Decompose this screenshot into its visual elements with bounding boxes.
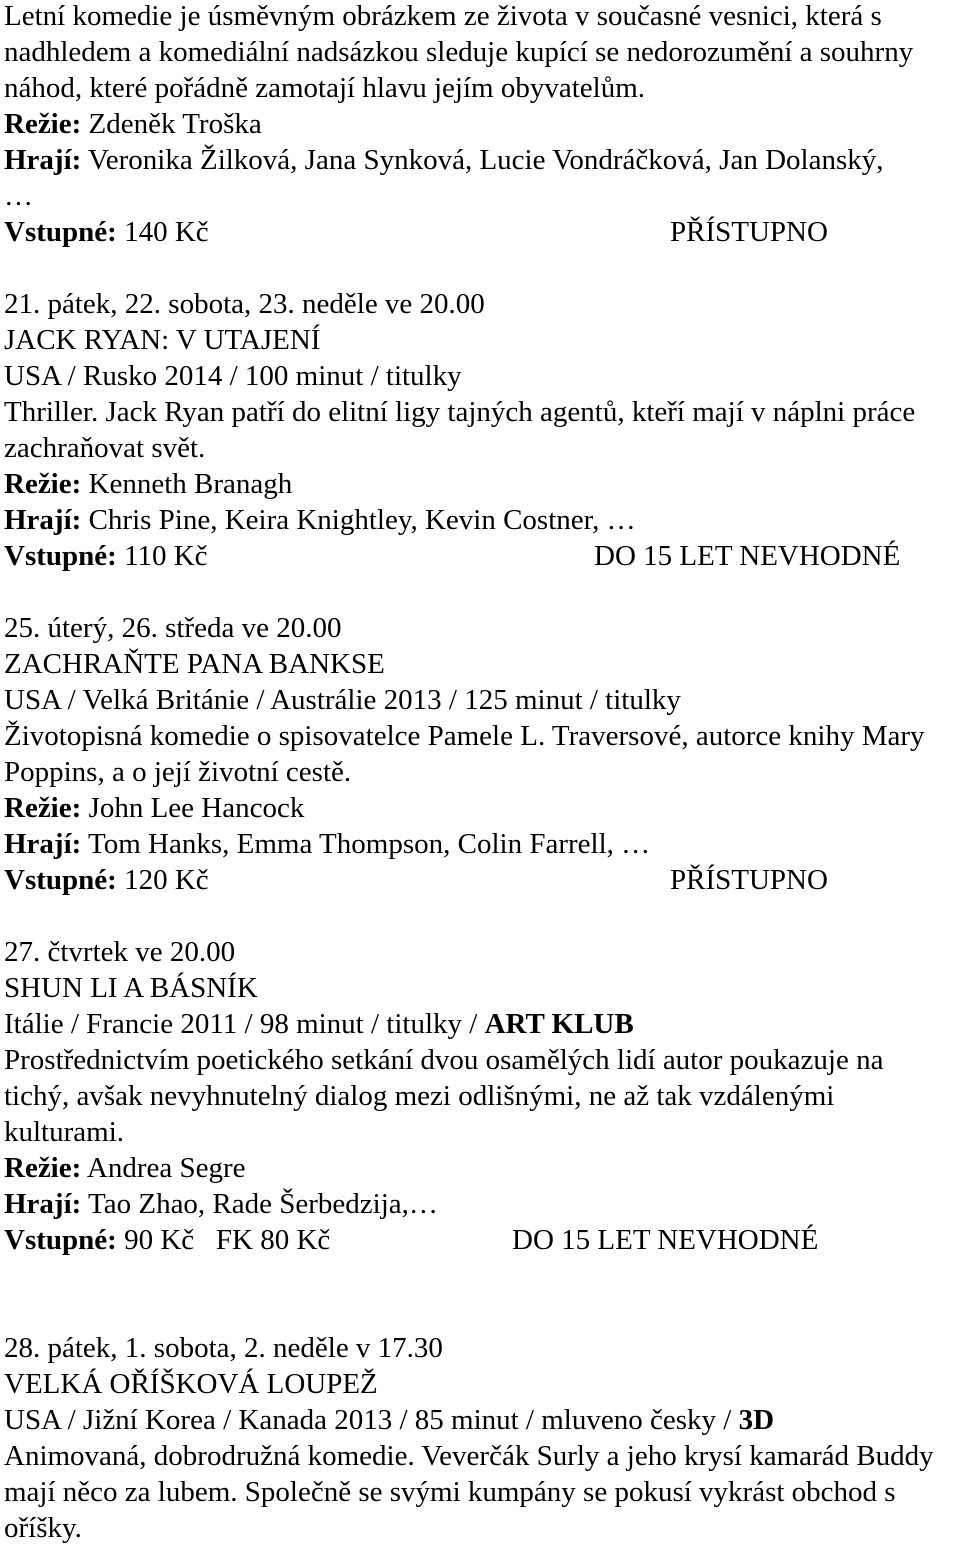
program-document [4, 0, 954, 1546]
film-director [4, 1150, 954, 1186]
film-title: VELKÁ OŘÍŠKOVÁ LOUPEŽ [4, 1368, 378, 1400]
director-name: Andrea Segre [81, 1152, 246, 1184]
film-description: Prostřednictvím poetického setkání dvou osamělých lidí autor poukazuje na tichý, avšak nevyhnutelný dialog mezi odlišnými, ne až tak vzdálenými kulturami. [4, 1044, 884, 1148]
rating: DO 15 LET NEVHODNÉ [512, 1224, 819, 1256]
film-director [4, 466, 954, 502]
film-info-badge: 3D [738, 1404, 775, 1436]
film-description: Animovaná, dobrodružná komedie. Veverčák Surly a jeho krysí kamarád Buddy mají něco za lubem. Společně se svými kumpány se pokusí vykrást obchod s oříšky. [4, 1440, 934, 1544]
film-info: USA / Rusko 2014 / 100 minut / titulky [4, 360, 462, 392]
film-info [4, 1006, 954, 1042]
film-info-text: Itálie / Francie 2011 / 98 minut / titulky / [4, 1008, 485, 1040]
film-description: Thriller. Jack Ryan patří do elitní ligy tajných agentů, kteří mají v náplni práce zachraňovat svět. [4, 396, 916, 464]
film-director [4, 790, 954, 826]
film-title: ZACHRAŇTE PANA BANKSE [4, 648, 385, 680]
cast-label: Hrají: [4, 504, 82, 536]
intro-cast-more: … [4, 180, 33, 212]
rating: PŘÍSTUPNO [670, 216, 828, 248]
price-value: 110 Kč [116, 540, 208, 572]
cast-names: Chris Pine, Keira Knightley, Kevin Costner, … [81, 504, 636, 536]
director-name: Zdeněk Troška [81, 108, 262, 140]
film-info: USA / Velká Británie / Austrálie 2013 / 125 minut / titulky [4, 684, 681, 716]
director-name: John Lee Hancock [81, 792, 305, 824]
film-cast [4, 502, 954, 538]
film-title: JACK RYAN: V UTAJENÍ [4, 324, 321, 356]
intro-cast [4, 142, 954, 178]
price-value: 90 Kč FK 80 Kč [116, 1224, 331, 1256]
director-label: Režie: [4, 792, 82, 824]
rating: DO 15 LET NEVHODNÉ [594, 540, 901, 572]
film-title: SHUN LI A BÁSNÍK [4, 972, 258, 1004]
cast-names: Veronika Žilková, Jana Synková, Lucie Vondráčková, Jan Dolanský, [81, 144, 884, 176]
price-value: 120 Kč [116, 864, 209, 896]
price-value: 140 Kč [116, 216, 209, 248]
director-label: Režie: [4, 108, 82, 140]
film-dates: 25. úterý, 26. středa ve 20.00 [4, 612, 342, 644]
film-price-row [4, 538, 954, 574]
film-dates: 21. pátek, 22. sobota, 23. neděle ve 20.00 [4, 288, 485, 320]
film-cast [4, 826, 954, 862]
film-dates: 28. pátek, 1. sobota, 2. neděle v 17.30 [4, 1332, 443, 1364]
price-label: Vstupné: [4, 216, 117, 248]
film-cast [4, 1186, 954, 1222]
price-label: Vstupné: [4, 1224, 117, 1256]
intro-price-row [4, 214, 954, 250]
director-label: Režie: [4, 468, 82, 500]
film-price-row [4, 1222, 954, 1258]
film-price-row [4, 862, 954, 898]
price-label: Vstupné: [4, 864, 117, 896]
cast-label: Hrají: [4, 1188, 82, 1220]
film-info [4, 1402, 954, 1438]
film-info-text: USA / Jižní Korea / Kanada 2013 / 85 minut / mluveno česky / [4, 1404, 739, 1436]
price-label: Vstupné: [4, 540, 117, 572]
intro-director [4, 106, 954, 142]
director-name: Kenneth Branagh [81, 468, 293, 500]
cast-names: Tao Zhao, Rade Šerbedzija,… [81, 1188, 438, 1220]
rating: PŘÍSTUPNO [670, 864, 828, 896]
cast-names: Tom Hanks, Emma Thompson, Colin Farrell, … [81, 828, 651, 860]
film-info-badge: ART KLUB [484, 1008, 634, 1040]
film-description: Životopisná komedie o spisovatelce Pamele L. Traversové, autorce knihy Mary Poppins, a o její životní cestě. [4, 720, 925, 788]
cast-label: Hrají: [4, 828, 82, 860]
cast-label: Hrají: [4, 144, 82, 176]
intro-description: Letní komedie je úsměvným obrázkem ze života v současné vesnici, která s nadhledem a komediální nadsázkou sleduje kupící se nedorozumění a souhrny náhod, které pořádně zamotají hlavu jejím obyvatelům. [4, 0, 914, 104]
director-label: Režie: [4, 1152, 82, 1184]
film-dates: 27. čtvrtek ve 20.00 [4, 936, 236, 968]
